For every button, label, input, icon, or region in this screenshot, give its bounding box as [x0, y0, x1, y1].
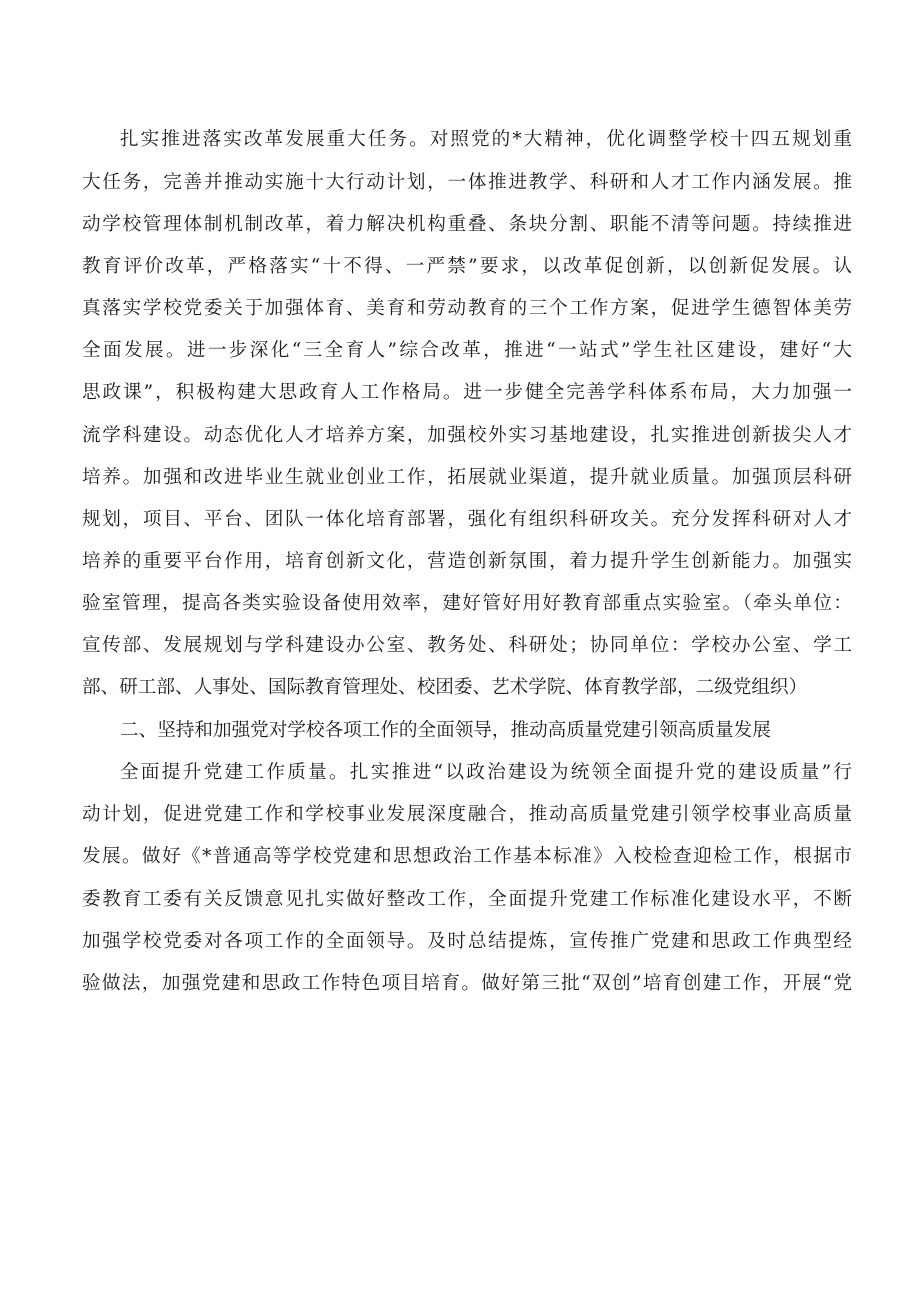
paragraph1-line-8: 流学科建设。动态优化人才培养方案，加强校外实习基地建设，扎实推进创新拔尖人才: [82, 425, 852, 446]
paragraph1-line-14: 部、研工部、人事处、国际教育管理处、校团委、艺术学院、体育教学部，二级党组织）: [82, 677, 808, 698]
paragraph2-line-6: 验做法，加强党建和思政工作特色项目培育。做好第三批“双创”培育创建工作，开展“党: [82, 973, 852, 994]
paragraph2-line-5: 加强学校党委对各项工作的全面领导。及时总结提炼，宣传推广党建和思政工作典型经: [82, 931, 852, 952]
paragraph1-line-3: 动学校管理体制机制改革，着力解决机构重叠、条块分割、职能不清等问题。持续推进: [82, 214, 852, 235]
section-heading-2: 二、坚持和加强党对学校各项工作的全面领导，推动高质量党建引领高质量发展: [120, 720, 771, 741]
paragraph2-line-4: 委教育工委有关反馈意见扎实做好整改工作，全面提升党建工作标准化建设水平，不断: [82, 889, 852, 910]
paragraph1-line-10: 规划，项目、平台、团队一体化培育部署，强化有组织科研攻关。充分发挥科研对人才: [82, 509, 852, 530]
paragraph2-line-3: 发展。做好《*普通高等学校党建和思想政治工作基本标准》入校检查迎检工作，根据市: [82, 846, 852, 867]
paragraph1-line-13: 宣传部、发展规划与学科建设办公室、教务处、科研处；协同单位：学校办公室、学工: [82, 635, 852, 656]
paragraph1-line-6: 全面发展。进一步深化“三全育人”综合改革，推进“一站式”学生社区建设，建好“大: [82, 340, 852, 361]
paragraph1-line-11: 培养的重要平台作用，培育创新文化，营造创新氛围，着力提升学生创新能力。加强实: [82, 551, 852, 572]
paragraph1-line-5: 真落实学校党委关于加强体育、美育和劳动教育的三个工作方案，促进学生德智体美劳: [82, 298, 852, 319]
paragraph1-line-7: 思政课”，积极构建大思政育人工作格局。进一步健全完善学科体系布局，大力加强一: [82, 382, 852, 403]
paragraph1-line-9: 培养。加强和改进毕业生就业创业工作，拓展就业渠道，提升就业质量。加强顶层科研: [82, 467, 852, 488]
paragraph1-line-1: 扎实推进落实改革发展重大任务。对照党的*大精神，优化调整学校十四五规划重: [120, 129, 852, 150]
paragraph1-line-4: 教育评价改革，严格落实“十不得、一严禁”要求，以改革促创新，以创新促发展。认: [82, 256, 852, 277]
paragraph1-line-12: 验室管理，提高各类实验设备使用效率，建好管好用好教育部重点实验室。（牵头单位：: [82, 593, 852, 614]
paragraph2-line-1: 全面提升党建工作质量。扎实推进“以政治建设为统领全面提升党的建设质量”行: [120, 762, 852, 783]
paragraph2-line-2: 动计划，促进党建工作和学校事业发展深度融合，推动高质量党建引领学校事业高质量: [82, 804, 852, 825]
paragraph1-line-2: 大任务，完善并推动实施十大行动计划，一体推进教学、科研和人才工作内涵发展。推: [82, 172, 852, 193]
